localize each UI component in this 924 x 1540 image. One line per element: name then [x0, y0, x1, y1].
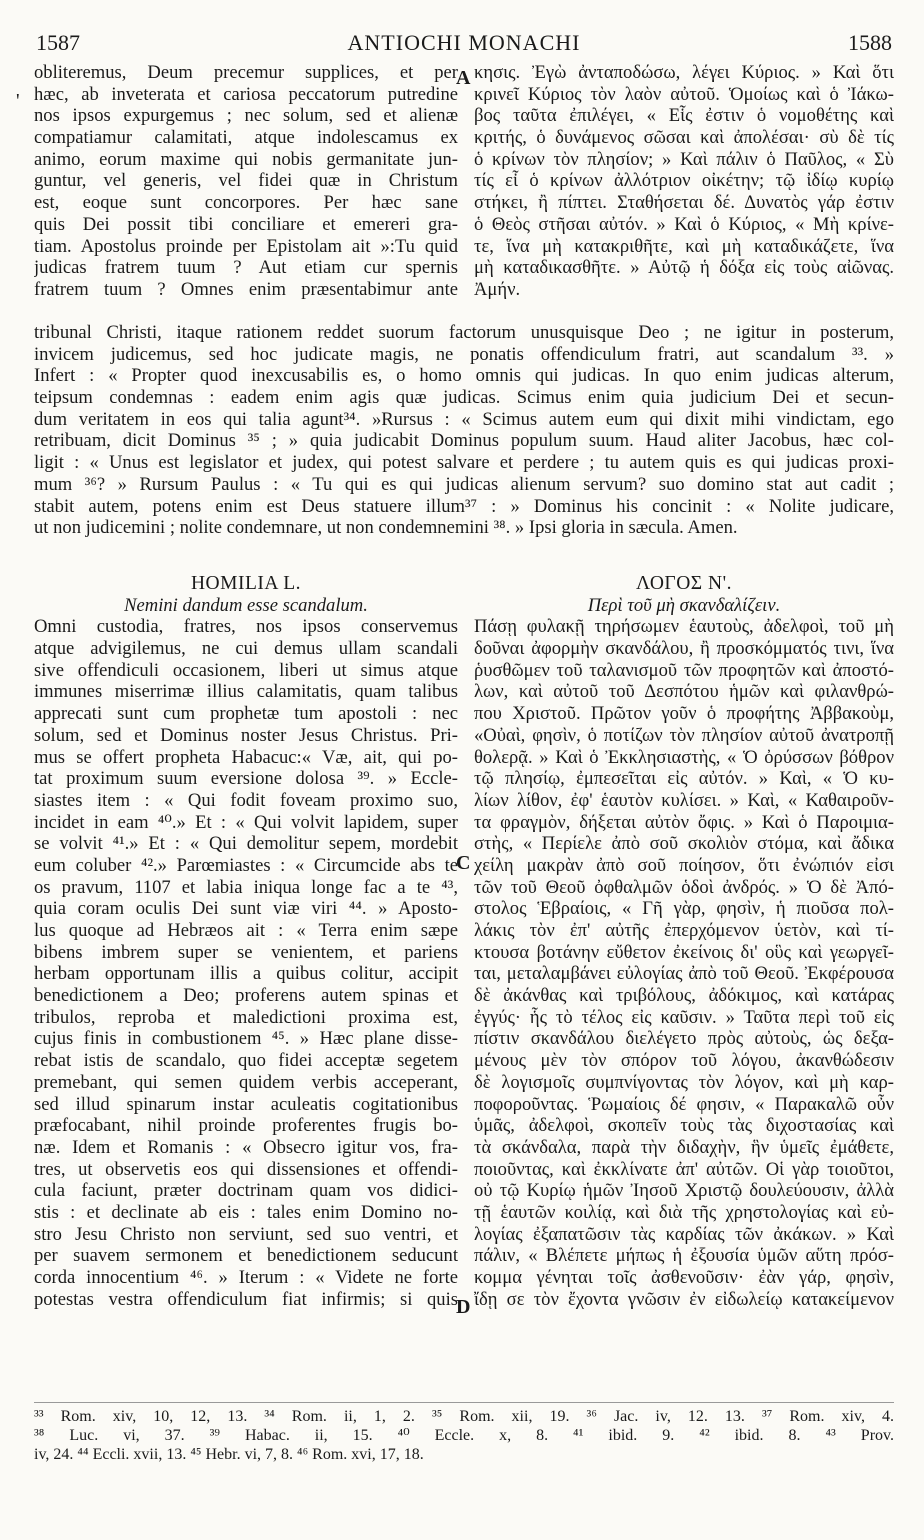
running-title: ANTIOCHI MONACHI: [347, 30, 581, 55]
text-line: πίστιν σκανδάλου διελέγετο πρὸς αὐτοὺς, ὡς δεξα-: [474, 1028, 894, 1050]
text-line: cula faciunt, præter doctrinam quam vos didici-: [34, 1180, 458, 1202]
footnote-line: iv, 24. ⁴⁴ Eccli. xvii, 13. ⁴⁵ Hebr. vi, 7, 8. ⁴⁶ Rom. xvi, 17, 18.: [34, 1446, 424, 1463]
text-line: tres, ut observetis eos qui dissensiones et offendi-: [34, 1158, 458, 1180]
text-line: fratrem tuum ? Omnes enim præsentabimur ante: [34, 278, 458, 300]
text-line: κησις. Ἐγὼ ἀνταποδώσω, λέγει Κύριος. » Καὶ ὅτι: [474, 62, 894, 83]
text-line: κρινεῖ Κύριος τὸν λαὸν αὐτοῦ. Ὁμοίως καὶ ὁ Ἰάκω-: [474, 83, 894, 105]
text-line: næ. Idem et Romanis : « Obsecro igitur vos, fra-: [34, 1136, 458, 1158]
margin-marker-d: D: [456, 1296, 471, 1318]
text-line: cujus finis in combustionem ⁴⁵. » Hæc plane disse-: [34, 1028, 458, 1050]
text-line: hæc, ab inveterata et cariosa peccatorum putredine: [34, 83, 458, 105]
text-line: rebat istis de scandalo, quo fidei acceptæ segetem: [34, 1050, 458, 1072]
text-line: Ἀμήν.: [474, 278, 521, 300]
text-line: θολερᾷ. » Καὶ ὁ Ἐκκλησιαστὴς, « Ὁ ὀρύσσων βόθρον: [474, 746, 894, 768]
margin-tick-mark: ': [16, 90, 20, 112]
text-line: τα φραγμὸν, δήξεται αὐτὸν ὄφις. » Καὶ ὁ Παροιμια-: [474, 811, 894, 833]
text-line: teipsum condemnas : eadem enim agis quæ judicas. Scimus enim quia judicium Dei et secun-: [34, 387, 894, 409]
page-header: [36, 22, 892, 62]
text-line: ται, μεταλαμβάνει εὐλογίας ἀπὸ τοῦ Θεοῦ. Ἐκφέρουσα: [474, 963, 894, 985]
latin-full-width-text: [34, 322, 894, 539]
text-line: tat proximum suum eversione dolosa ³⁹. » Eccle-: [34, 768, 458, 790]
text-line: se volvit ⁴¹.» Et : « Qui demolitur sepem, mordebit: [34, 833, 458, 855]
text-line: præfocabant, nihil proinde proferentes frugis bo-: [34, 1115, 458, 1137]
text-line: herbam opportunam illis a quibus colitur, accipit: [34, 963, 458, 985]
latin-column-top: [34, 62, 458, 301]
text-line: ἴδῃ σε τὸν ἔχοντα γνῶσιν ἐν εἰδωλείῳ κατακείμενον: [474, 1288, 894, 1310]
text-line: bibens imbrem super se venientem, et pariens: [34, 941, 458, 963]
text-line: retribuam, dicit Dominus ³⁵ ; » quia judicabit Dominus populum suum. Haud aliter Jacobus, hæc col-: [34, 430, 894, 452]
text-line: τῶν τοῦ Θεοῦ ὀφθαλμῶν ὁδοὶ ἀνδρός. » Ὁ δὲ Ἀπό-: [474, 876, 894, 898]
text-line: δὲ ἀκάνθας καὶ τριβόλους, ἀδόκιμος, καὶ κατάρας: [474, 985, 894, 1007]
text-line: stro Jesu Christo non serviunt, sed suo ventri, et: [34, 1223, 458, 1245]
text-line: premebant, qui semen quidem verbis acceperant,: [34, 1071, 458, 1093]
text-line: ὁ κρίνων τὸν πλησίον; » Καὶ πάλιν ὁ Παῦλος, « Σὺ: [474, 148, 894, 170]
text-line: ἐγγύς· ἧς τὸ τέλος εἰς καῦσιν. » Ταῦτα περὶ τοῦ εἰς: [474, 1006, 894, 1028]
page-number-left: 1587: [36, 30, 80, 55]
text-line: ὑμᾶς, ἀδελφοὶ, σκοπεῖν τοὺς τὰς διχοστασίας καὶ: [474, 1115, 894, 1137]
text-line: tribunal Christi, itaque rationem reddet suorum factorum unusquisque Deo ; ne igitur in posterum,: [34, 322, 894, 343]
text-line: nos ipsos expurgemus ; nec solum, sed et alienæ: [34, 105, 458, 127]
text-line: χείλη μακρὰν ἀπὸ σοῦ ποίησον, ὅτι ἐνώπιόν εἰσι: [474, 854, 894, 876]
text-line: corda innocentium ⁴⁶. » Iterum : « Videte ne forte: [34, 1267, 458, 1288]
text-line: δοῦναι ἀφορμὴν σκανδάλου, ἢ προσκόμματός τινι, ἵνα: [474, 638, 894, 660]
text-line: stis : et declinate ab eis : tales enim Domino no-: [34, 1201, 458, 1223]
text-line: στήκει, ἢ πίπτει. Σταθήσεται δέ. Δυνατὸς γάρ ἐστιν: [474, 192, 894, 214]
text-line: στὴς, « Περίελε ἀπὸ σοῦ σκολιὸν στόμα, καὶ ἄδικα: [474, 833, 894, 855]
text-line: που Χριστοῦ. Πρῶτον γοῦν ὁ προφήτης Ἀββακοὺμ,: [474, 703, 894, 725]
text-line: μὴ καταδικασθῆτε. » Αὐτῷ ἡ δόξα εἰς τοὺς αἰῶνας.: [474, 257, 894, 279]
text-line: apprecati sunt cum prophetæ tum apostoli : nec: [34, 703, 458, 725]
text-line: per suavem sermonem et benedictionem seducunt: [34, 1245, 458, 1267]
text-line: os pravum, 1107 et labia iniqua longe fac a te ⁴³,: [34, 876, 458, 898]
text-line: τίς εἶ ὁ κρίνων ἀλλότριον οἰκέτην; τῷ ἰδίῳ κυρίῳ: [474, 170, 894, 192]
text-line: ῥυσθῶμεν τοῦ ταλανισμοῦ τῶν προφητῶν καὶ ἀποστό-: [474, 659, 894, 681]
footnote-line: ³³ Rom. xiv, 10, 12, 13. ³⁴ Rom. ii, 1, 2. ³⁵ Rom. xii, 19. ³⁶ Jac. iv, 12. 13. ³⁷ Rom. xiv, 4.: [34, 1408, 894, 1425]
text-line: ut non judicemini ; nolite condemnare, ut non condemnemini ³⁸. » Ipsi gloria in sæcula. Amen.: [34, 517, 738, 539]
homily-subtitle: Nemini dandum esse scandalum.: [124, 594, 368, 616]
text-line: animo, eorum maxime qui nobis germanitate jun-: [34, 148, 458, 170]
text-line: κομμα γένηται τοῖς ἀσθενοῦσιν· ἐὰν γάρ, φησὶν,: [474, 1267, 894, 1288]
text-line: lus quoque ad Hebræos ait : « Terra enim sæpe: [34, 920, 458, 941]
text-line: compatiamur calamitati, atque indolescamus ex: [34, 127, 458, 149]
text-line: stabit autem, potens enim est Deus statuere illum³⁷ : » Dominus his concinit : « Nolite judicare,: [34, 495, 894, 517]
text-line: Πάσῃ φυλακῇ τηρήσωμεν ἑαυτοὺς, ἀδελφοὶ, τοῦ μὴ: [474, 616, 894, 638]
text-line: sive offendiculi occasionem, liberi ut simus atque: [34, 659, 458, 681]
text-line: mus se offert propheta Habacuc:« Væ, ait, qui po-: [34, 746, 458, 768]
text-line: ὁ Θεὸς στῆσαι αὐτόν. » Καὶ ὁ Κύριος, « Μὴ κρίνε-: [474, 213, 894, 235]
text-line: sed illud spinarum instar aculeatis cogitationibus: [34, 1093, 458, 1115]
text-line: βος ταῦτα ἐπιλέγει, « Εἷς ἐστιν ὁ νομοθέτης καὶ: [474, 105, 894, 127]
greek-homily-text: [474, 616, 894, 1310]
logos-heading: ΛΟΓΟΣ Ν'.: [636, 573, 732, 594]
text-line: μένους μὲν τὸν σπόρον τοῦ λόγου, ἀκανθώδεσιν: [474, 1050, 894, 1072]
page-number-right: 1588: [848, 30, 892, 55]
text-line: τε, ἵνα μὴ κατακριθῆτε, καὶ μὴ καταδικάζετε, ἵνα: [474, 235, 894, 257]
text-line: κτουσα βοτάνην εὔθετον ἐκείνοις δι' οὓς καὶ γεωργεῖ-: [474, 941, 894, 963]
text-line: immunes miserrimæ illius calamitatis, quam talibus: [34, 681, 458, 703]
text-line: κριτής, ὁ δυνάμενος σῶσαι καὶ ἀπολέσαι· σὺ δὲ τίς: [474, 127, 894, 149]
footnote-line: ³⁸ Luc. vi, 37. ³⁹ Habac. ii, 15. ⁴⁰ Eccle. x, 8. ⁴¹ ibid. 9. ⁴² ibid. 8. ⁴³ Prov.: [34, 1427, 894, 1444]
text-line: guntur, vel generis, vel fidei quæ in Christum: [34, 170, 458, 192]
latin-homily-text: [34, 616, 458, 1310]
text-line: tiam. Apostolus proinde per Epistolam ait »:Tu quid: [34, 235, 458, 257]
text-line: στολος Ἑβραίοις, « Γῆ γὰρ, φησὶν, ἡ πιοῦσα πολ-: [474, 898, 894, 920]
text-line: siastes item : « Qui fodit foveam proximo suo,: [34, 789, 458, 811]
text-line: incidet in eam ⁴⁰.» Et : « Qui volvit lapidem, super: [34, 811, 458, 833]
text-line: Infert : « Propter quod inexcusabilis es, o homo omnis qui judicas. In quo enim judicas alterum,: [34, 365, 894, 387]
text-line: «Οὐαὶ, φησὶν, ὁ ποτίζων τὸν πλησίον αὐτοῦ ἀνατροπῇ: [474, 724, 894, 746]
text-line: λογίας ἐξαπατῶσιν τὰς καρδίας τῶν ἀκάκων. » Καὶ: [474, 1223, 894, 1245]
text-line: obliteremus, Deum precemur supplices, et per: [34, 62, 458, 83]
text-line: dum veritatem in eos qui talia agunt³⁴. »Rursus : « Scimus autem eum qui dixit mihi vindictam, ego: [34, 408, 894, 430]
text-line: λων, καὶ αὐτοῦ τοῦ Δεσπότου ἡμῶν καὶ φιλανθρώ-: [474, 681, 894, 703]
text-line: ligit : « Unus est legislator et judex, qui potest salvare et perdere ; tu autem quis es qui judicas proxi-: [34, 452, 894, 474]
text-line: est, eoque sunt concorpores. Per hæc sane: [34, 192, 458, 214]
text-line: solum, sed et Dominus noster Jesus Christus. Pri-: [34, 724, 458, 746]
footnote-rule: [34, 1402, 894, 1403]
text-line: τῷ πλησίῳ, ἐμπεσεῖται εἰς αὐτόν. » Καὶ, « Ὁ κυ-: [474, 768, 894, 790]
logos-subtitle: Περὶ τοῦ μὴ σκανδαλίζειν.: [587, 594, 781, 616]
text-line: eum coluber ⁴².» Parœmiastes : « Circumcide abs te: [34, 854, 458, 876]
text-line: benedictionem a Deo; proferens autem spinas et: [34, 985, 458, 1007]
text-line: πάλιν, « Βλέπετε μήπως ἡ ἐξουσία ὑμῶν αὕτη πρόσ-: [474, 1245, 894, 1267]
text-line: τῇ ἑαυτῶν κοιλίᾳ, καὶ διὰ τῆς χρηστολογίας καὶ εὐ-: [474, 1201, 894, 1223]
text-line: invicem judicemus, sed hoc judicate magis, ne ponatis offendiculum fratri, aut scandalum ³³. »: [34, 343, 894, 365]
text-line: λίων λίθον, ἐφ' ἑαυτὸν κυλίσει. » Καὶ, « Καθαιροῦν-: [474, 789, 894, 811]
text-line: ποιοῦντας, καὶ ἐκκλίνατε ἀπ' αὐτῶν. Οἱ γὰρ τοιοῦτοι,: [474, 1158, 894, 1180]
text-line: ποφοροῦντας. Ῥωμαίοις δέ φησιν, « Παρακαλῶ οὖν: [474, 1093, 894, 1115]
text-line: λάκις τὸν ἐπ' αὐτῆς ἐπερχόμενον ὑετὸν, καὶ τί-: [474, 920, 894, 941]
margin-marker-a: A: [456, 67, 471, 89]
homily-heading: HOMILIA L.: [190, 573, 302, 594]
text-line: tribulos, reproba et maledictioni proxima est,: [34, 1006, 458, 1028]
greek-homily-column: [474, 573, 894, 1310]
text-line: judicas fratrem tuum ? Aut etiam cur spernis: [34, 257, 458, 279]
text-line: atque advigilemus, ne cui demus ullam scandali: [34, 638, 458, 660]
text-line: οὐ τῷ Κυρίῳ ἡμῶν Ἰησοῦ Χριστῷ δουλεύουσιν, ἀλλὰ: [474, 1180, 894, 1202]
text-line: quis Dei possit tibi conciliare et emereri gra-: [34, 213, 458, 235]
text-line: potestas vestra offendiculum fiat infirmis; si quis: [34, 1288, 458, 1310]
text-line: Omni custodia, fratres, nos ipsos conservemus: [34, 616, 458, 638]
text-line: τὰ σκάνδαλα, παρὰ τὴν διδαχὴν, ἣν ὑμεῖς ἐμάθετε,: [474, 1136, 894, 1158]
greek-column-top: [474, 62, 894, 301]
text-line: mum ³⁶? » Rursum Paulus : « Tu qui es qui judicas alienum servum? suo domino stat aut cadit ;: [34, 473, 894, 495]
latin-homily-column: [34, 573, 458, 1310]
text-line: quia coram oculis Dei sunt viæ viri ⁴⁴. » Aposto-: [34, 898, 458, 920]
margin-marker-c: C: [456, 852, 471, 874]
text-line: δὲ λογισμοῖς συμπνίγοντας τὸν λόγον, καὶ μὴ καρ-: [474, 1071, 894, 1093]
